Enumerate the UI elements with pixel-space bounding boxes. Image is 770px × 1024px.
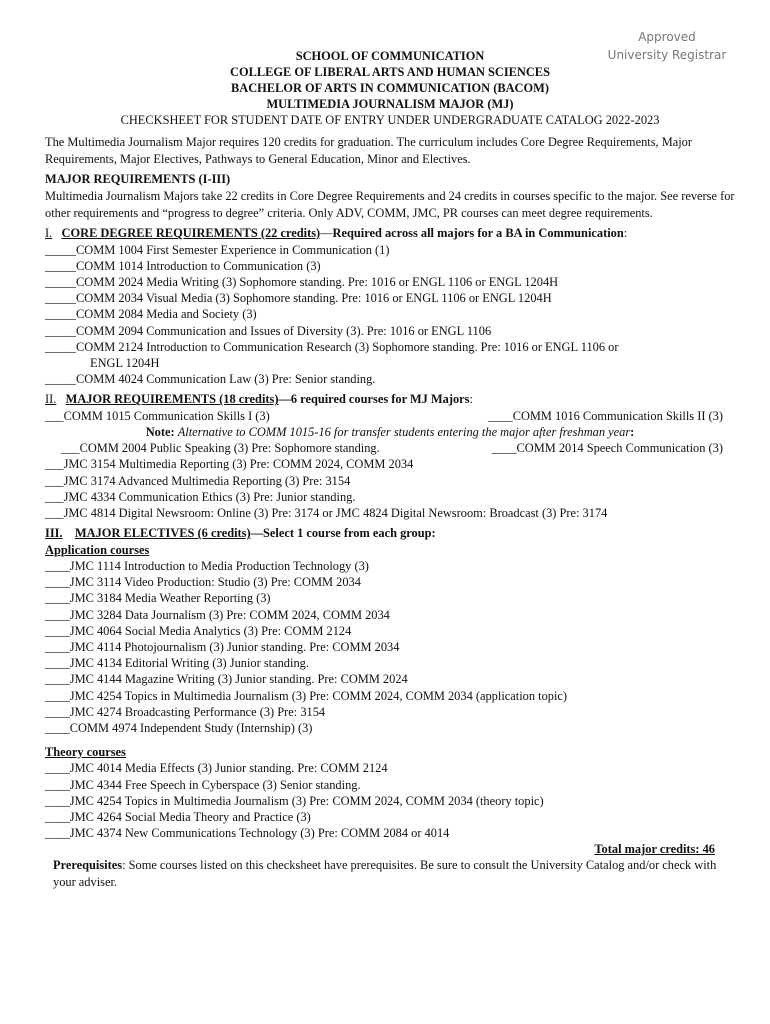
mj-section-desc: —6 required courses for MJ Majors [278,392,470,407]
application-course-item: ____JMC 3114 Video Production: Studio (3) Pre: COMM 2034 [45,575,361,590]
application-courses-title: Application courses [45,542,150,557]
note-text: Alternative to COMM 1015-16 for transfer students entering the major after freshman year [177,425,631,440]
electives-section-number: III. [45,526,63,541]
application-course-item: ____JMC 3284 Data Journalism (3) Pre: COMM 2024, COMM 2034 [45,607,390,622]
header-catalog: CHECKSHEET FOR STUDENT DATE OF ENTRY UNDER UNDERGRADUATE CATALOG 2022-2023 [120,113,660,127]
electives-section-title: MAJOR ELECTIVES (6 credits) [74,526,251,541]
header-degree: BACHELOR OF ARTS IN COMMUNICATION (BACOM) [231,81,549,95]
core-section-title: CORE DEGREE REQUIREMENTS (22 credits) [61,226,321,240]
mj-colon: : [469,392,473,407]
application-course-item: ____COMM 4974 Independent Study (Internship) (3) [45,720,313,735]
application-course-item: ____JMC 4114 Photojournalism (3) Junior standing. Pre: COMM 2034 [45,639,400,654]
header-major: MULTIMEDIA JOURNALISM MAJOR (MJ) [266,97,514,111]
core-course-item: _____COMM 2084 Media and Society (3) [45,307,257,322]
theory-course-item: ____JMC 4254 Topics in Multimedia Journalism (3) Pre: COMM 2024, COMM 2034 (theory topic) [45,793,544,808]
major-requirements-text: Multimedia Journalism Majors take 22 credits in Core Degree Requirements and 24 credits in courses specific to the major. See reverse for other requirements and “progress to degree” criteria. Only ADV, COMM, JMC, PR courses can meet degree requirements. [45,189,735,220]
mj-skills-row [45,408,735,424]
core-section-heading [45,225,735,242]
theory-course-item: ____JMC 4014 Media Effects (3) Junior standing. Pre: COMM 2124 [45,761,388,776]
mj-course-item: ___JMC 4814 Digital Newsroom: Online (3) Pre: 3174 or JMC 4824 Digital Newsroom: Broadcast (3) Pre: 3174 [45,506,608,521]
application-course-item: ____JMC 4134 Editorial Writing (3) Junior standing. [45,656,309,671]
core-course-item: _____COMM 2094 Communication and Issues of Diversity (3). Pre: 1016 or ENGL 1106 [45,323,492,338]
mj-alt-row [45,440,735,456]
header-college: COLLEGE OF LIBERAL ARTS AND HUMAN SCIENCES [230,65,550,79]
prerequisites-label: Prerequisites [53,858,123,873]
application-course-item: ____JMC 4064 Social Media Analytics (3) Pre: COMM 2124 [45,623,352,638]
core-course-item: _____COMM 1014 Introduction to Communication (3) [45,258,321,273]
application-course-list [45,558,735,736]
mj-course-item: ___COMM 2004 Public Speaking (3) Pre: Sophomore standing. [61,441,380,456]
core-course-item: _____COMM 1004 First Semester Experience in Communication (1) [45,242,390,257]
checksheet-page [45,28,735,890]
application-course-item: ____JMC 4274 Broadcasting Performance (3) Pre: 3154 [45,704,326,719]
core-course-list [45,242,735,388]
header-school: SCHOOL OF COMMUNICATION [295,49,485,63]
theory-course-item: ____JMC 4264 Social Media Theory and Practice (3) [45,810,311,824]
core-course-item: _____COMM 2124 Introduction to Communication Research (3) Sophomore standing. Pre: 1016 or ENGL 1106 or [45,339,619,354]
intro-paragraph: The Multimedia Journalism Major requires 120 credits for graduation. The curriculum includes Core Degree Requirements, Major Requirements, Major Electives, Pathways to General Education, Minor and Electives. [45,135,692,166]
stamp-line-approved: Approved [638,30,696,44]
total-major-credits: Total major credits: 46 [594,842,715,857]
stamp-line-registrar: University Registrar [607,48,727,62]
mj-course-item: ___COMM 1015 Communication Skills I (3) [45,408,270,423]
mj-course-item: ___JMC 4334 Communication Ethics (3) Pre: Junior standing. [45,489,356,504]
electives-section-heading [45,525,735,542]
mj-transfer-note [45,424,735,440]
mj-course-item: ____COMM 2014 Speech Communication (3) [491,441,723,456]
theory-course-list [45,760,735,841]
core-section-number: I. [45,226,53,240]
note-colon: : [630,425,635,440]
theory-course-item: ____JMC 4344 Free Speech in Cyberspace (3) Senior standing. [45,777,361,792]
core-course-item: _____COMM 2024 Media Writing (3) Sophomore standing. Pre: 1016 or ENGL 1106 or ENGL 1204H [45,274,559,289]
core-course-item: _____COMM 2034 Visual Media (3) Sophomore standing. Pre: 1016 or ENGL 1106 or ENGL 1204H [45,291,552,306]
mj-section-heading [45,391,735,408]
mj-section-title: MAJOR REQUIREMENTS (18 credits) [65,392,279,407]
mj-course-item: ____COMM 1016 Communication Skills II (3) [487,408,723,423]
major-requirements-title: MAJOR REQUIREMENTS (I-III) [45,172,231,186]
core-section-desc: Required across all majors for a BA in Communication [332,226,624,240]
electives-section-desc: —Select 1 course from each group: [250,526,436,541]
application-course-item: ____JMC 4254 Topics in Multimedia Journalism (3) Pre: COMM 2024, COMM 2034 (application topic) [45,688,568,703]
core-course-item-continued: ENGL 1204H [90,355,160,370]
application-course-item: ____JMC 4144 Magazine Writing (3) Junior standing. Pre: COMM 2024 [45,672,408,687]
mj-course-item: ___JMC 3174 Advanced Multimedia Reporting (3) Pre: 3154 [45,473,351,488]
core-course-item: _____COMM 4024 Communication Law (3) Pre: Senior standing. [45,372,376,387]
mj-course-list [45,456,735,521]
mj-section-number: II. [45,392,57,407]
prerequisites-note [45,857,735,890]
core-dash: — [320,226,333,240]
note-label: Note: [145,425,175,440]
prerequisites-text: : Some courses listed on this checksheet have prerequisites. Be sure to consult the University Catalog and/or check with your adviser. [53,858,717,889]
core-colon: : [623,226,628,240]
mj-course-item: ___JMC 3154 Multimedia Reporting (3) Pre: COMM 2024, COMM 2034 [45,457,414,472]
application-course-item: ____JMC 1114 Introduction to Media Production Technology (3) [45,558,369,573]
application-course-item: ____JMC 3184 Media Weather Reporting (3) [45,591,271,606]
theory-courses-title: Theory courses [45,745,126,760]
theory-course-item: ____JMC 4374 New Communications Technology (3) Pre: COMM 2084 or 4014 [45,826,450,841]
